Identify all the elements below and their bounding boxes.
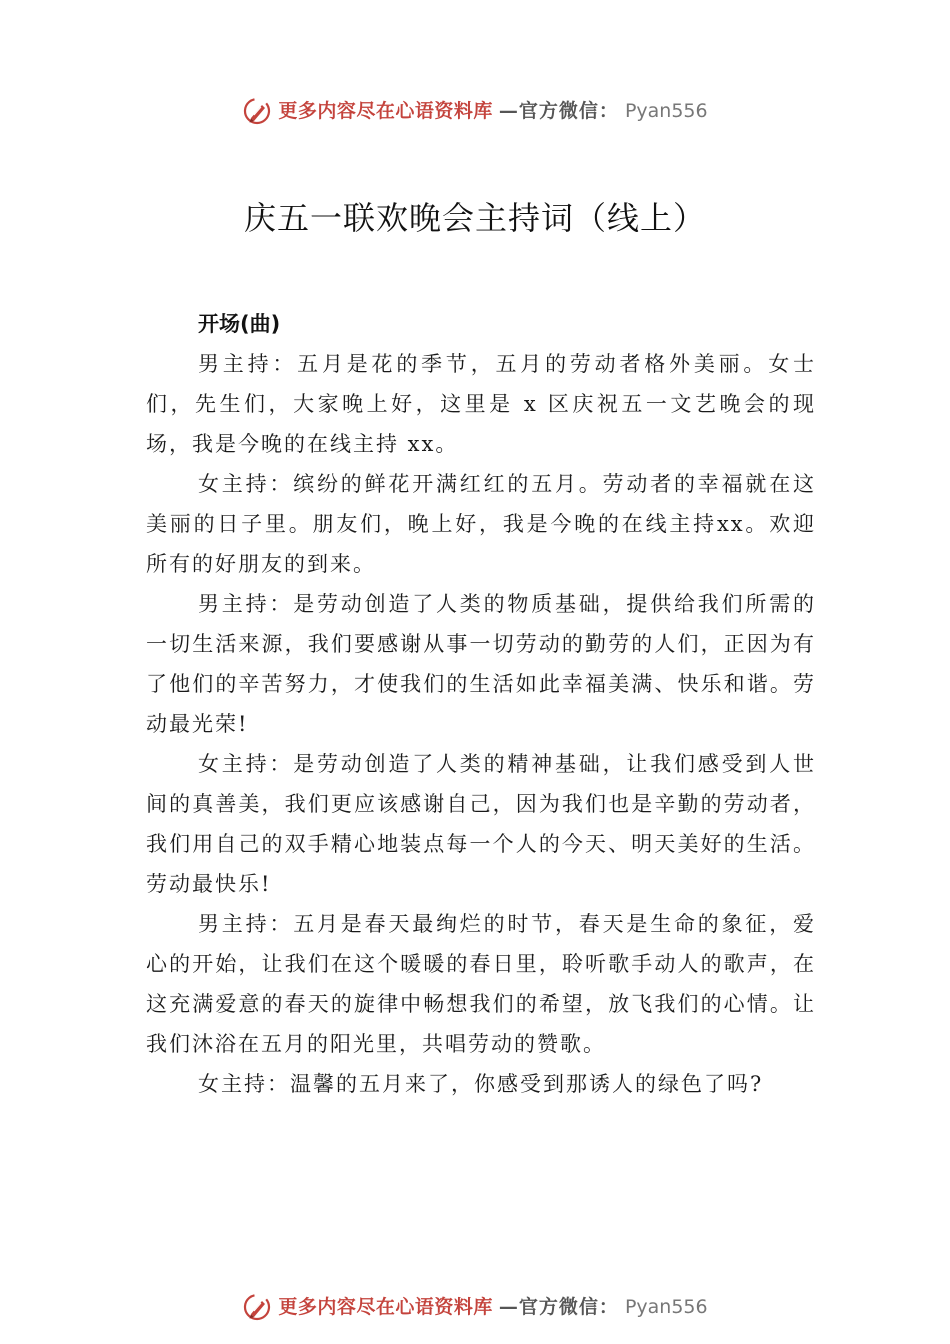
paragraph: 男主持：五月是春天最绚烂的时节，春天是生命的象征，爱心的开始，让我们在这个暖暖的春日里，聆听歌手动人的歌声，在这充满爱意的春天的旋律中畅想我们的希望，放飞我们的心情。让我们沐浴在五月的阳光里，共唱劳动的赞歌。 [146, 912, 816, 1056]
watermark-wechat-id: Pyan556 [624, 100, 708, 122]
section-heading: 开场(曲) [198, 312, 281, 336]
watermark-wechat-label: —官方微信： [498, 100, 619, 122]
footer-watermark [0, 1292, 950, 1322]
watermark-wechat-id: Pyan556 [624, 1296, 708, 1318]
document-title: 庆五一联欢晚会主持词（线上） [243, 199, 706, 237]
paragraph: 男主持：是劳动创造了人类的物质基础，提供给我们所需的一切生活来源，我们要感谢从事一切劳动的勤劳的人们，正因为有了他们的辛苦努力，才使我们的生活如此幸福美满、快乐和谐。劳动最光荣! [146, 592, 816, 736]
paragraph: 女主持：是劳动创造了人类的精神基础，让我们感受到人世间的真善美，我们更应该感谢自己，因为我们也是辛勤的劳动者，我们用自己的双手精心地装点每一个人的今天、明天美好的生活。劳动最快乐! [146, 752, 816, 896]
watermark-wechat-label: —官方微信： [498, 1296, 619, 1318]
paragraph: 女主持：缤纷的鲜花开满红红的五月。劳动者的幸福就在这美丽的日子里。朋友们，晚上好，我是今晚的在线主持xx。欢迎所有的好朋友的到来。 [146, 472, 816, 576]
paragraph: 女主持：温馨的五月来了，你感受到那诱人的绿色了吗? [198, 1072, 764, 1096]
paragraph: 男主持：五月是花的季节，五月的劳动者格外美丽。女士们，先生们，大家晚上好，这里是 x 区庆祝五一文艺晚会的现场，我是今晚的在线主持 xx。 [146, 352, 816, 456]
pen-nib-circle-icon [242, 1292, 272, 1322]
document-body [146, 304, 816, 1104]
watermark-site-text: 更多内容尽在心语资料库 [278, 1296, 493, 1318]
header-watermark [0, 96, 950, 126]
pen-nib-circle-icon [242, 96, 272, 126]
watermark-site-text: 更多内容尽在心语资料库 [278, 100, 493, 122]
